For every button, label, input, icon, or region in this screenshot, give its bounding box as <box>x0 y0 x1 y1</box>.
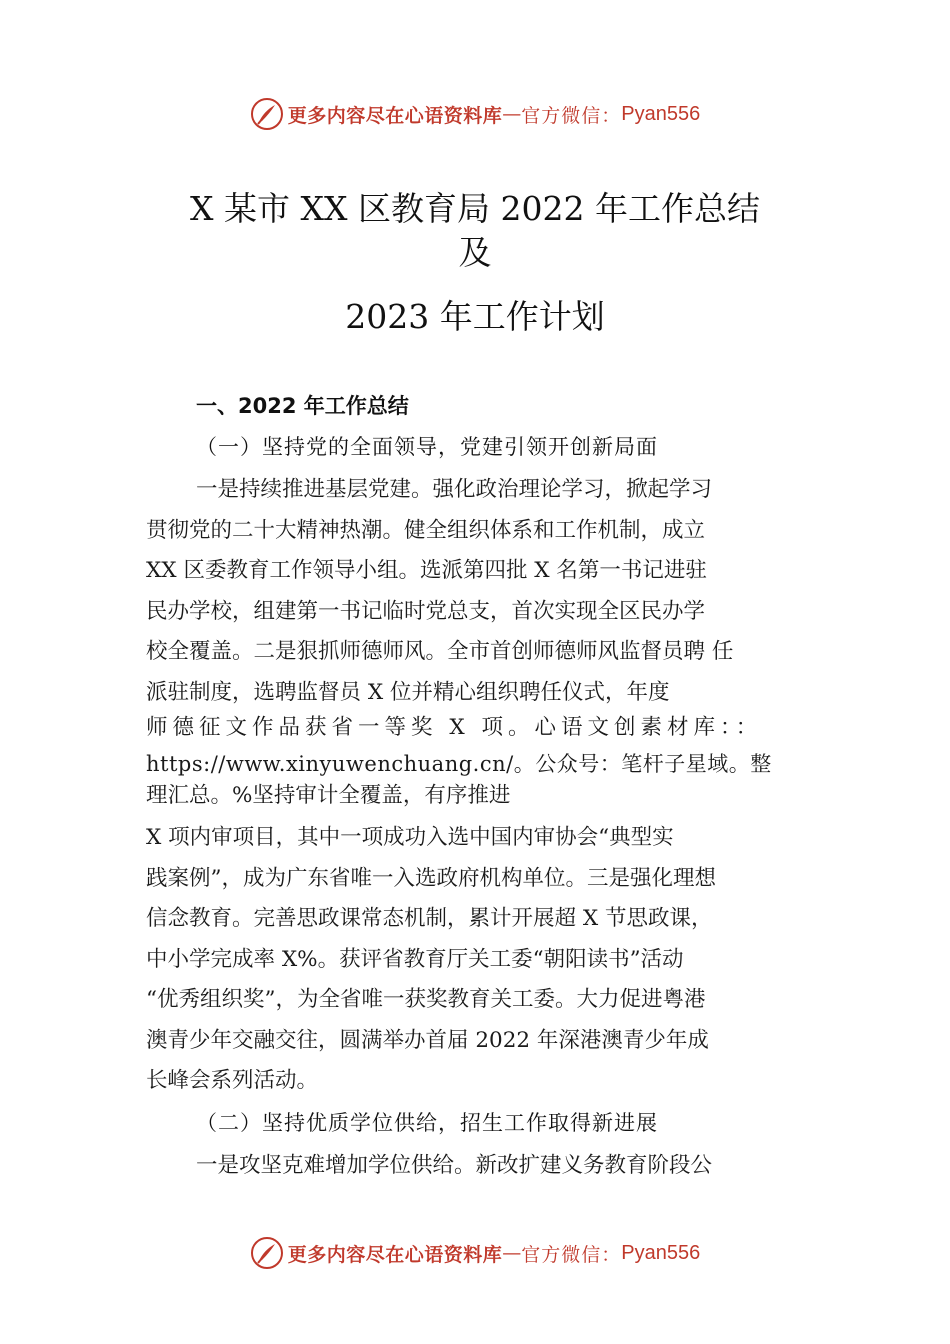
wechat-id: Pyan556 <box>621 102 701 125</box>
footer-banner <box>0 1233 950 1273</box>
brand-text: 更多内容尽在心语资料库 <box>287 1243 503 1266</box>
banner-separator: — <box>502 1242 522 1264</box>
quill-logo-icon <box>250 1236 284 1270</box>
text-line: https://www.xinyuwenchuang.cn/。公众号：笔杆子星域。整 <box>146 752 772 776</box>
document-title-line-2: 及 <box>458 233 492 272</box>
text-line: 践案例”，成为广东省唯一入选政府机构单位。三是强化理想 <box>146 865 716 891</box>
quill-logo-icon <box>250 97 284 131</box>
section-heading-1: 一、2022 年工作总结 <box>196 394 409 418</box>
paragraph-party-building <box>146 470 733 713</box>
subsection-heading-2: （二）坚持优质学位供给，招生工作取得新进展 <box>196 1111 658 1135</box>
text-line: 理汇总。%坚持审计全覆盖，有序推进 <box>146 783 511 808</box>
text-line: 中小学完成率 X%。获评省教育厅关工委“朝阳读书”活动 <box>146 946 684 972</box>
brand-text: 更多内容尽在心语资料库 <box>287 104 503 127</box>
subsection-heading-1: （一）坚持党的全面领导，党建引领开创新局面 <box>196 435 658 459</box>
document-title-line-3: 2023 年工作计划 <box>345 297 605 336</box>
text-line: 信念教育。完善思政课常态机制，累计开展超 X 节思政课， <box>146 906 713 931</box>
text-line: XX 区委教育工作领导小组。选派第四批 X 名第一书记进驻 <box>146 558 707 583</box>
text-line: X 项内审项目，其中一项成功入选中国内审协会“典型实 <box>146 825 674 850</box>
text-line: 一是攻坚克难增加学位供给。新改扩建义务教育阶段公 <box>196 1153 713 1178</box>
paragraph-promo-insert <box>146 712 772 812</box>
text-line: 长峰会系列活动。 <box>146 1068 319 1093</box>
wechat-label: 官方微信： <box>521 104 622 127</box>
text-line: 民办学校，组建第一书记临时党总支，首次实现全区民办学 <box>146 598 706 624</box>
text-line: “优秀组织奖”，为全省唯一获奖教育关工委。大力促进粤港 <box>146 987 706 1012</box>
paragraph-ideals-education <box>146 818 716 1102</box>
banner-separator: — <box>502 103 522 125</box>
wechat-label: 官方微信： <box>521 1243 622 1266</box>
text-line: 澳青少年交融交往，圆满举办首届 2022 年深港澳青少年成 <box>146 1027 709 1053</box>
document-title-line-1: X 某市 XX 区教育局 2022 年工作总结 <box>190 189 760 228</box>
paragraph-degree-supply <box>146 1146 712 1187</box>
text-line: 师德征文作品获省一等奖 X 项。心语文创素材库：： <box>146 715 763 740</box>
text-line: 校全覆盖。二是狠抓师德师风。全市首创师德师风监督员聘 任 <box>146 639 734 664</box>
text-line: 派驻制度，选聘监督员 X 位并精心组织聘任仪式，年度 <box>146 679 670 705</box>
text-line: 贯彻党的二十大精神热潮。健全组织体系和工作机制，成立 <box>146 517 706 543</box>
text-line: 一是持续推进基层党建。强化政治理论学习，掀起学习 <box>196 477 713 502</box>
wechat-id: Pyan556 <box>621 1241 701 1264</box>
header-banner <box>0 94 950 134</box>
